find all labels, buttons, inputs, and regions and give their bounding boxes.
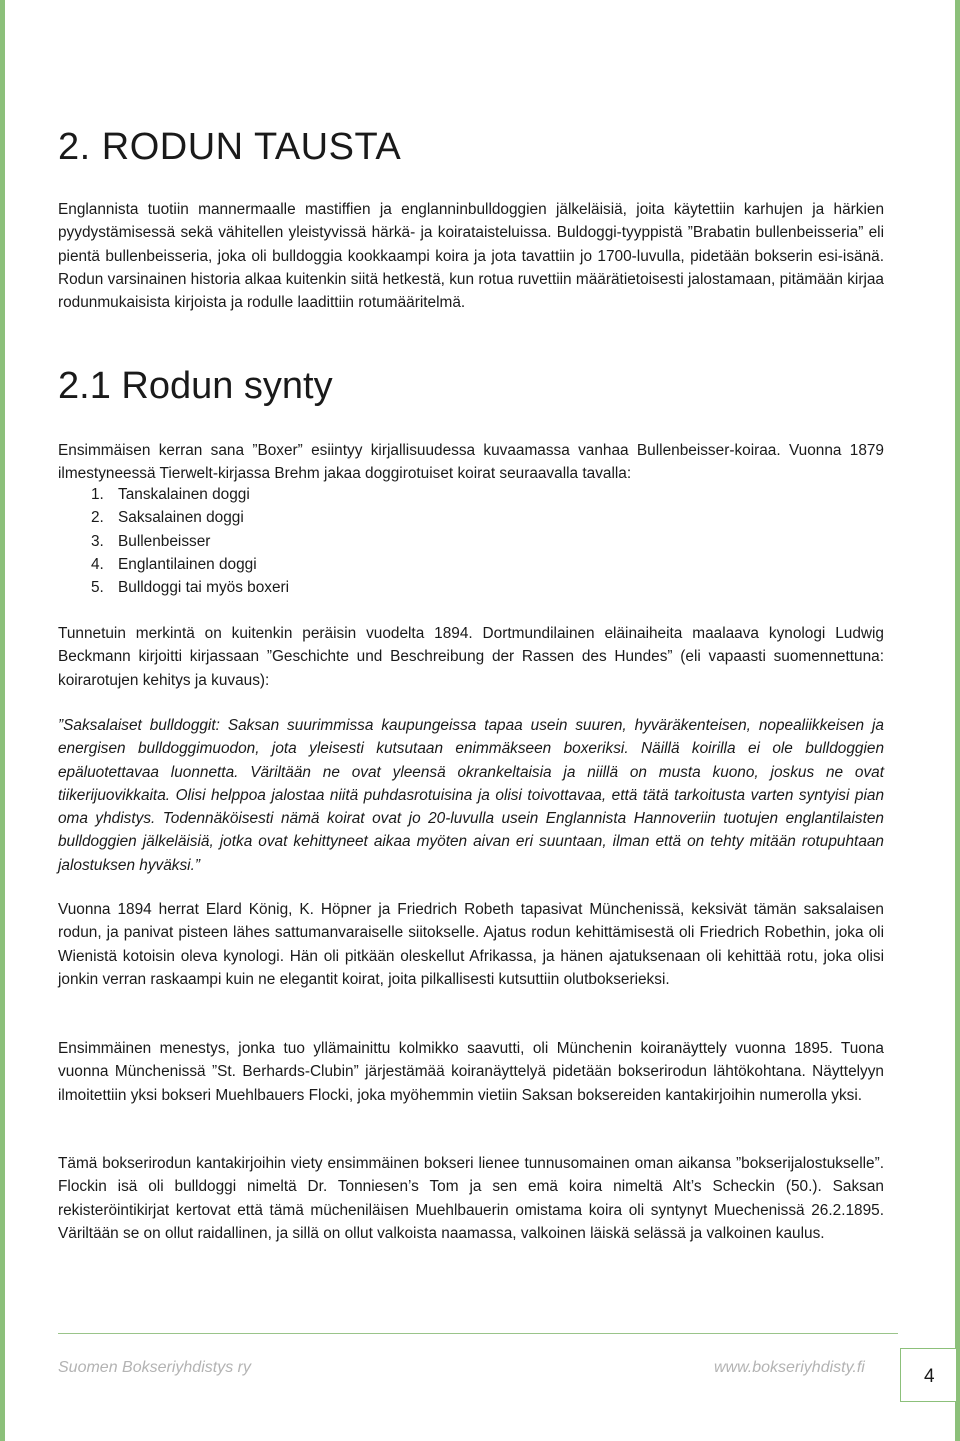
list-item: 4. Englantilainen doggi xyxy=(91,555,257,573)
dog-classification-list xyxy=(91,483,289,599)
boxer-paragraph: Ensimmäisen kerran sana ”Boxer” esiintyy kirjallisuudessa kuvaamassa vanhaa Bullenbeisser-koiraa. Vuonna 1879 ilmestyneessä Tierwelt-kirjassa Brehm jakaa doggirotuiset koirat seuraavalla tavalla: xyxy=(58,442,884,483)
beckmann-quote: ”Saksalaiset bulldoggit: Saksan suurimmissa kaupungeissa tapaa usein suuren, hyväräkenteisen, nopealiikkeisen ja energisen bulldoggimuodon, jota yleisesti kutsutaan enimmäkseen boxeriksi. Näillä koirilla ei ole bulldoggien epäluotettavaa luonnetta. Väriltään ne ovat yleensä okrankeltaisia ja niillä on musta kuono, joskus ne ovat tiikerijuovikkaita. Olisi helppoa jalostaa niitä puhdasrotuisina ja olisi toivottavaa, että tätä tarkoitusta varten syntyisi pian oma yhdistys. Todennäköisesti nämä koirat ovat jo 20-luvulla usein Englannista Hannoveriin tuotujen englantilaisten bulldoggien jälkeläisiä, jotka ovat kehittyneet aikaa myöten aivan eri suuntaan, ilman että on tehty mitään rotupuhtaan jalostuksen hyväksi.” xyxy=(58,717,884,874)
list-item: 5. Bulldoggi tai myös boxeri xyxy=(91,579,290,597)
footer-organization: Suomen Bokseriyhdistys ry xyxy=(58,1359,251,1376)
page-border-left xyxy=(0,0,5,1441)
beckmann-paragraph: Tunnetuin merkintä on kuitenkin peräisin vuodelta 1894. Dortmundilainen eläinaiheita maalaava kynologi Ludwig Beckmann kirjoitti kirjassaan ”Geschichte und Beschreibung der Rassen des Hundes” (eli vapaasti suomennettuna: koirarotujen kehitys ja kuvaus): xyxy=(58,625,884,689)
chapter-heading: 2. RODUN TAUSTA xyxy=(58,126,402,168)
page-number: 4 xyxy=(924,1366,935,1387)
list-item: 2. Saksalainen doggi xyxy=(91,509,244,527)
list-item: 3. Bullenbeisser xyxy=(91,532,211,550)
list-item: 1. Tanskalainen doggi xyxy=(91,486,250,503)
section-heading: 2.1 Rodun synty xyxy=(58,365,333,407)
munich-paragraph: Vuonna 1894 herrat Elard König, K. Höpner ja Friedrich Robeth tapasivat Münchenissä, keksivät tämän saksalaisen rodun, ja panivat pisteen lähes sattumanvaraiselle siitokselle. Ajatus rodun kehittämisestä oli Friedrich Robethin, joka oli Wienistä kotoisin oleva kynologi. Hän oli pitkään oleskellut Afrikassa, ja hänen ajatuksenaan oli kehittää rotu, joka olisi jonkin verran raskaampi kuin ne elegantit koirat, joita pilkallisesti kutsuttiin olutbokserieksi. xyxy=(58,901,884,988)
footer-website: www.bokseriyhdisty.fi xyxy=(714,1359,865,1376)
intro-paragraph: Englannista tuotiin mannermaalle mastiffien ja englanninbulldoggien jälkeläisiä, joita käytettiin karhujen ja härkien pyydystämisessä sekä vähitellen yleistyvissä härkä- ja koirataisteluissa. Buldoggi-tyyppistä ”Brabatin bullenbeisseria” eli pientä bullenbeisseria, joka oli bulldoggia kookkaampi koira ja jota tavattiin jo 1700-luvulla, pidetään bokserin esi-isänä. Rodun varsinainen historia alkaa kuitenkin siitä hetkestä, kun rotua ruvettiin määrätietoisesti jalostamaan, pitämään kirjaa rodunmukaisista kirjoista ja rodulle laadittiin rotumääritelmä. xyxy=(58,201,884,312)
show-paragraph: Ensimmäinen menestys, jonka tuo yllämainittu kolmikko saavutti, oli Münchenin koiranäyttely vuonna 1895. Tuona vuonna Münchenissä ”St. Berhards-Clubin” järjestämää koiranäyttelyä pidetään bokserirodun lähtökohtana. Näyttelyyn ilmoitettiin yksi bokseri Muehlbauers Flocki, joka myöhemmin vietiin Saksan boksereiden kantakirjoihin numerolla yksi. xyxy=(58,1040,884,1104)
footer-divider xyxy=(58,1333,898,1334)
flocki-paragraph: Tämä bokserirodun kantakirjoihin viety ensimmäinen bokseri lienee tunnusomainen oman aikansa ”bokserijalostukselle”. Flockin isä oli bulldoggi nimeltä Dr. Tonniesen’s Tom ja sen emä koira nimeltä Alt’s Scheckin (50.). Saksan rekisteröintikirjat kertovat että tämä mücheniläisen Muehlbauerin omistama koira oli syntynyt Muechenissä 26.2.1895. Väriltään se on ollut raidallinen, ja sillä on ollut valkoista naamassa, valkoinen läiskä selässä ja valkoinen kaulus. xyxy=(58,1155,884,1242)
page-border-right xyxy=(955,0,960,1441)
